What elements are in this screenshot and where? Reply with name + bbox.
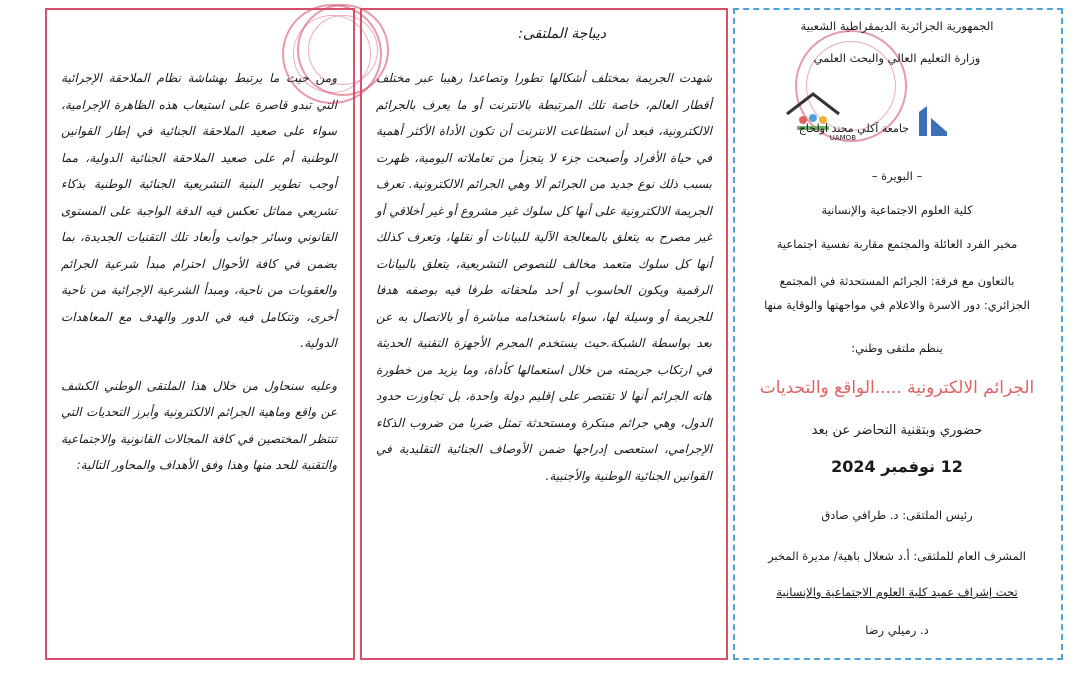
left-panel-content [61,65,337,479]
left-paragraph-2: وعليه سنحاول من خلال هذا الملتقى الوطني الكشف عن واقع وماهية الجرائم الالكترونية وأبرز التحديات التي تنتظر المختصين في كافة المجالات القانونية والاجتماعية والتقنية للحد منها وهذا وفق الأهداف والمحاور التالية: [61,378,337,472]
middle-panel [360,8,728,660]
ministry-name: وزارة التعليم العالي والبحث العلمي [813,51,981,65]
right-panel: الجمهورية الجزائرية الديمقراطية الشعبية وزارة التعليم العالي والبحث العلمي UAMOB جامعة آكلي محند اولحاج – البويرة – كلية العلوم الاجتماعية والإنسانية مخبر الفرد العائلة والمجتمع مقاربة نفسية اجتماعية بالتعاون مع فرقة: الجرائم المستحدثة في المجتمع الجزائري: دور الاسرة والاعلام في مواجهتها والوقاية منها ينظم ملتقى وطني: الجرائم الالكترونية .....الواقع والتحديات حضوري وبتقنية التحاضر عن بعد 12 نوفمبر 2024 رئيس الملتقى: د. طرافي صادق المشرف العام للملتقى: أ.د شعلال باهية/ مديرة المخبر تحت إشراف عميد كلية العلوم الاجتماعية والإنسانية د. رميلي رضا [733,8,1063,660]
left-paragraph-1: ومن حيث ما يرتبط بهشاشة نظام الملاحقة الإجرائية التي تبدو قاصرة على استيعاب هذه الظاهرة الإجرامية، سواء على صعيد الملاحقة الجنائية في إطار القوانين الوطنية أم على صعيد الملاحقة الجنائية الدولية، مما أوجب تطوير البنية التشريعية الجنائية الوطنية بذكاء تشريعي مماثل تعكس فيه الدقة الواجبة على المستوى القانوني وسائر جوانب وأبعاد تلك التقنيات الجديدة، بما يضمن في كافة الأحوال احترام مبدأ شرعية الجرائم والعقوبات من ناحية، ومبدأ الشرعية الإجرائية من ناحية أخرى، وتتكامل فيه في الدور والهدف مع المعاهدات الدولية. [61,71,337,350]
left-panel [45,8,355,660]
university-logo [913,102,953,142]
university-name: جامعة آكلي محند اولحاج [798,122,909,135]
general-supervisor: المشرف العام للملتقى: أ.د شعلال باهية/ مديرة المخبر [768,549,1026,563]
conference-title: الجرائم الالكترونية .....الواقع والتحديات [759,378,1035,398]
preamble-title: ديباجة الملتقى: [518,26,606,42]
preamble-paragraph: شهدت الجريمة بمختلف أشكالها تطورا وتصاعدا رهيبا عبر مختلف أقطار العالم، خاصة تلك المرتبطة بالانترنت أو ما يعرف بالجرائم الالكترونية، فبعد أن استطاعت الانترنت أن تكون الأداة الأكثر أهمية في حياة الأفراد وأصبحت جزء لا يتجزأ من تعاملاته اليومية، ظهرت بسبب ذلك نوع جديد من الجرائم ألا وهي الجرائم الالكترونية. تعرف الجريمة الالكترونية على أنها كل سلوك غير مشروع أو غير أخلاقي أو غير مصرح به يتعلق بالمعالجة الآلية للبيانات أو نقلها، وتعرف كذلك أنها كل سلوك متعمد مخالف للنصوص التشريعية، يتعلق بالبيانات الرقمية ويكون الحاسوب أو أحد ملحقاته طرفا فيه بوصفه هدفا للجريمة أو وسيلة لها، سواء باستخدامه مباشرة أو بالاتصال به عن بعد بواسطة الشبكة.حيث يستخدم المجرم الأجهزة التقنية الحديثة في ارتكاب جريمته من خلال استعمالها كأداة، وما يزيد من خطورة هاته الجرائم أنها لا تقتصر على إقليم دولة واحدة، بل تجاوزت حدود الدول، وهي جرائم مبتكرة ومستحدثة تمثل ضربا من ضروب الذكاء الإجرامي، استعصى إدراجها ضمن الأوصاف الجنائية التقليدية في القوانين الجنائية الوطنية والأجنبية. [376,71,712,483]
doctor-name: د. رميلي رضا [865,623,929,637]
cooperation-line-2: الجزائري: دور الاسرة والاعلام في مواجهتها والوقاية منها [764,298,1030,312]
lab-name: مخبر الفرد العائلة والمجتمع مقاربة نفسية اجتماعية [776,237,1018,251]
republic-name: الجمهورية الجزائرية الديمقراطية الشعبية [800,19,994,33]
conference-date: 12 نوفمبر 2024 [831,457,963,476]
faculty-name: كلية العلوم الاجتماعية والإنسانية [821,203,973,217]
city-name: – البويرة – [871,169,923,183]
cooperation-line-1: بالتعاون مع فرقة: الجرائم المستحدثة في المجتمع [779,274,1015,288]
conference-format: حضوري وبتقنية التحاضر عن بعد [811,423,983,438]
middle-panel-content [376,65,712,489]
organizes-label: ينظم ملتقى وطني: [851,341,943,355]
conference-president: رئيس الملتقى: د. طرافي صادق [821,508,973,522]
dean-supervision: تحت إشراف عميد كلية العلوم الاجتماعية والإنسانية [776,585,1018,599]
